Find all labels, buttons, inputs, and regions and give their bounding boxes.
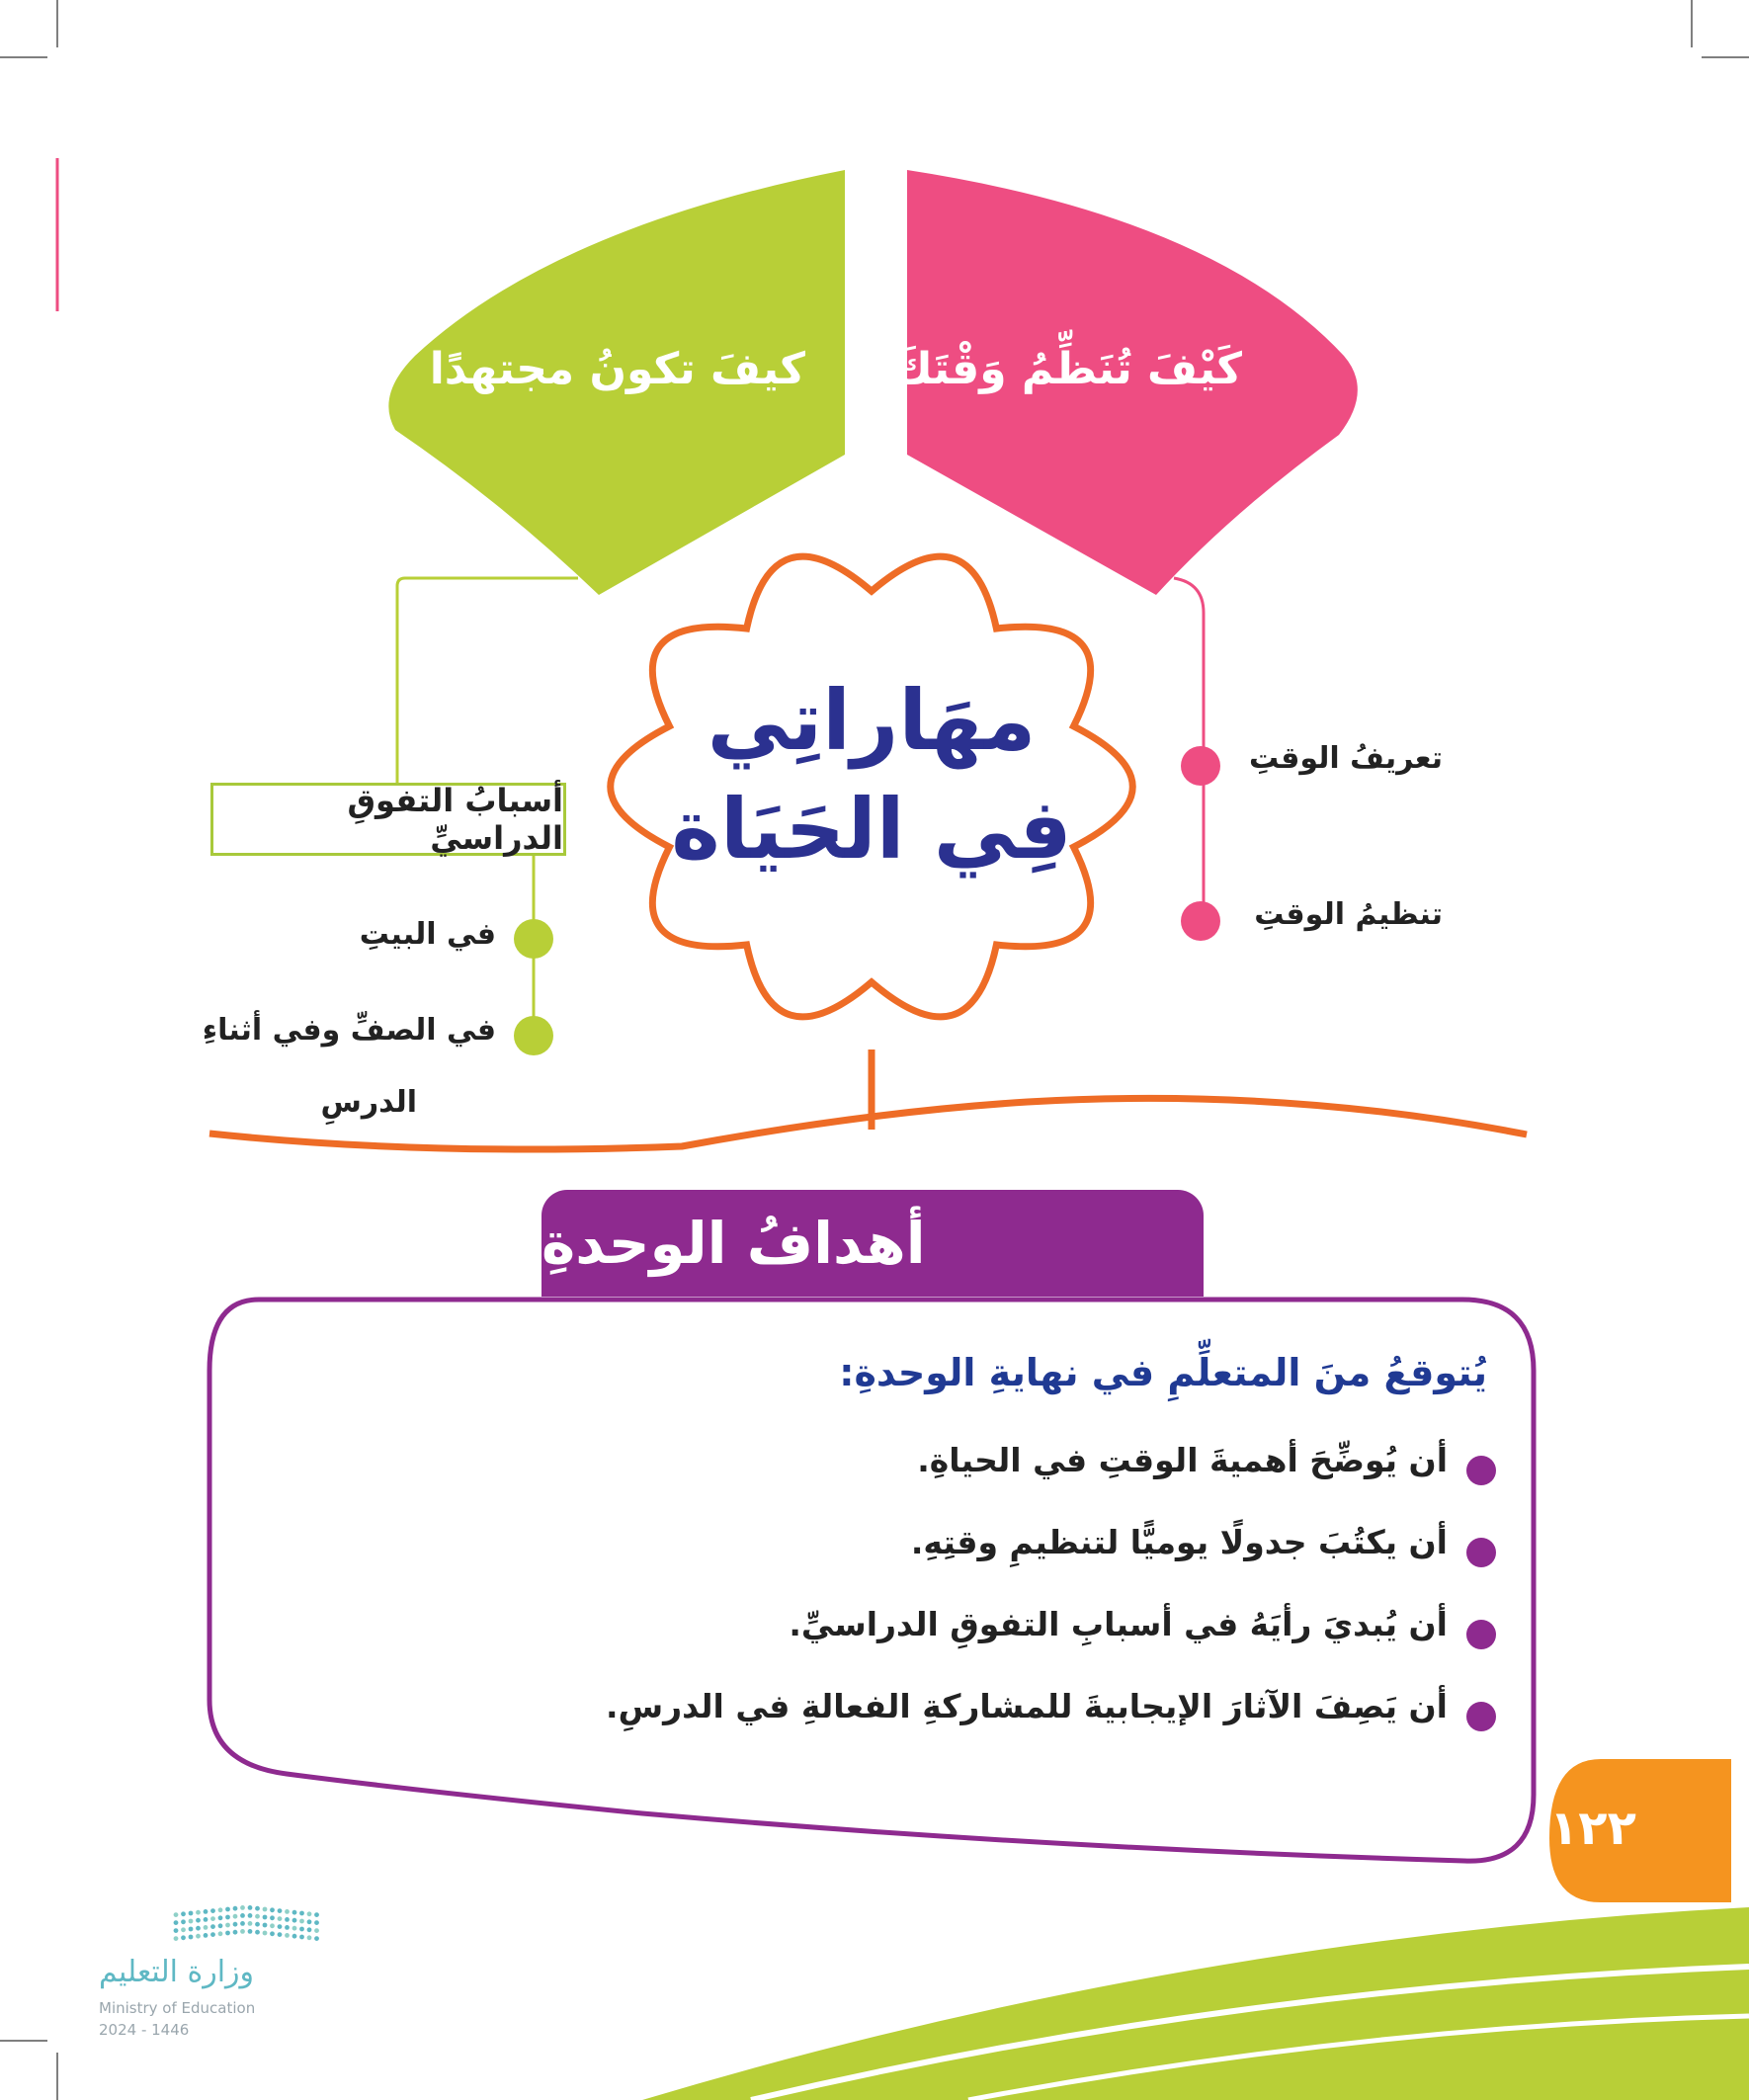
left-branch-dot bbox=[514, 919, 553, 959]
logo-dot bbox=[285, 1917, 290, 1922]
logo-dot bbox=[299, 1919, 304, 1924]
logo-dot bbox=[285, 1925, 290, 1930]
logo-dot bbox=[189, 1935, 194, 1940]
logo-dot bbox=[240, 1929, 245, 1934]
logo-dot bbox=[204, 1917, 208, 1922]
logo-dot bbox=[210, 1908, 215, 1913]
logo-dot bbox=[181, 1919, 186, 1924]
logo-dot bbox=[174, 1928, 179, 1933]
logo-dot bbox=[307, 1927, 312, 1932]
logo-dot bbox=[255, 1906, 260, 1911]
right-branch-dot bbox=[1181, 901, 1220, 941]
logo-dot bbox=[299, 1935, 304, 1940]
logo-dot bbox=[218, 1915, 223, 1920]
left-branch-item: في البيتِ bbox=[359, 917, 496, 952]
logo-dot bbox=[204, 1909, 208, 1914]
goal-bullet bbox=[1466, 1456, 1496, 1485]
logo-dot bbox=[314, 1920, 319, 1925]
logo-dot bbox=[218, 1931, 223, 1936]
ministry-name-en: Ministry of Education bbox=[99, 1999, 256, 2017]
logo-dot bbox=[225, 1931, 230, 1936]
left-branch-dot bbox=[514, 1016, 553, 1055]
logo-dot bbox=[218, 1923, 223, 1928]
logo-dot bbox=[248, 1913, 253, 1918]
logo-dot bbox=[248, 1929, 253, 1934]
logo-dot bbox=[255, 1914, 260, 1919]
flower-title-line2: فِي الحَيَاة bbox=[671, 781, 1072, 878]
logo-dot bbox=[204, 1925, 208, 1930]
logo-dot bbox=[181, 1927, 186, 1932]
logo-dot bbox=[307, 1911, 312, 1916]
logo-dot bbox=[285, 1933, 290, 1938]
logo-dot bbox=[240, 1905, 245, 1910]
goal-item: أن يُبديَ رأيَهُ في أسبابِ التفوقِ الدراسيِّ. bbox=[789, 1605, 1448, 1643]
logo-dot bbox=[263, 1931, 268, 1936]
ministry-logo-icon bbox=[174, 1905, 319, 1941]
logo-dot bbox=[278, 1908, 283, 1913]
logo-dot bbox=[270, 1915, 275, 1920]
logo-dot bbox=[292, 1910, 297, 1915]
goal-bullet bbox=[1466, 1620, 1496, 1649]
logo-dot bbox=[248, 1905, 253, 1910]
logo-dot bbox=[181, 1935, 186, 1940]
logo-dot bbox=[189, 1927, 194, 1932]
logo-dot bbox=[225, 1915, 230, 1920]
right-branch-item: تنظيمُ الوقتِ bbox=[1254, 897, 1443, 932]
logo-dot bbox=[292, 1926, 297, 1931]
logo-dot bbox=[196, 1918, 201, 1923]
logo-dot bbox=[240, 1913, 245, 1918]
ministry-name-ar: وزارة التعليم bbox=[99, 1955, 255, 1989]
logo-dot bbox=[204, 1933, 208, 1938]
left-petal-label: كيفَ تكونُ مجتهدًا bbox=[429, 344, 805, 394]
logo-dot bbox=[233, 1914, 238, 1919]
goals-tab-title: أهدافُ الوحدةِ bbox=[541, 1190, 1204, 1297]
logo-dot bbox=[189, 1919, 194, 1924]
goal-bullet bbox=[1466, 1538, 1496, 1567]
right-petal-label: كَيْفَ تُنَظِّمُ وَقْتَكَ bbox=[892, 344, 1242, 394]
logo-dot bbox=[181, 1911, 186, 1916]
logo-dot bbox=[314, 1928, 319, 1933]
logo-dot bbox=[233, 1906, 238, 1911]
logo-dot bbox=[270, 1931, 275, 1936]
left-branch-line bbox=[397, 578, 578, 783]
logo-dot bbox=[299, 1911, 304, 1916]
logo-dot bbox=[263, 1907, 268, 1912]
logo-dot bbox=[314, 1936, 319, 1941]
logo-dot bbox=[174, 1936, 179, 1941]
logo-dot bbox=[196, 1910, 201, 1915]
right-branch-item: تعريفُ الوقتِ bbox=[1248, 741, 1443, 776]
logo-dot bbox=[292, 1934, 297, 1939]
logo-dot bbox=[278, 1924, 283, 1929]
logo-dot bbox=[189, 1911, 194, 1916]
page-number: ١٢٢ bbox=[1549, 1801, 1636, 1856]
left-branch-item: في الصفِّ وفي أثناءِ bbox=[202, 1013, 496, 1048]
logo-dot bbox=[233, 1930, 238, 1935]
logo-dot bbox=[263, 1915, 268, 1920]
logo-dot bbox=[292, 1918, 297, 1923]
logo-dot bbox=[307, 1935, 312, 1940]
logo-dot bbox=[174, 1920, 179, 1925]
logo-dot bbox=[196, 1934, 201, 1939]
logo-dot bbox=[278, 1932, 283, 1937]
logo-dot bbox=[210, 1932, 215, 1937]
logo-dot bbox=[270, 1907, 275, 1912]
goal-item: أن يكتُبَ جدولًا يوميًّا لتنظيمِ وقتِهِ. bbox=[910, 1523, 1448, 1561]
logo-dot bbox=[240, 1921, 245, 1926]
goals-intro: يُتوقعُ منَ المتعلِّمِ في نهايةِ الوحدةِ: bbox=[839, 1351, 1487, 1394]
logo-dot bbox=[174, 1912, 179, 1917]
logo-dot bbox=[255, 1922, 260, 1927]
logo-dot bbox=[196, 1926, 201, 1931]
logo-dot bbox=[233, 1922, 238, 1927]
logo-dot bbox=[285, 1909, 290, 1914]
logo-dot bbox=[218, 1907, 223, 1912]
bottom-swoosh bbox=[642, 1907, 1749, 2100]
logo-dot bbox=[314, 1912, 319, 1917]
logo-dot bbox=[210, 1916, 215, 1921]
right-branch-dot bbox=[1181, 746, 1220, 786]
causes-box: أسبابُ التفوقِ الدراسيِّ bbox=[210, 783, 566, 856]
logo-dot bbox=[270, 1923, 275, 1928]
logo-dot bbox=[255, 1930, 260, 1935]
logo-dot bbox=[278, 1916, 283, 1921]
logo-dot bbox=[210, 1924, 215, 1929]
logo-dot bbox=[225, 1923, 230, 1928]
edition-year: 2024 - 1446 bbox=[99, 2021, 190, 2039]
logo-dot bbox=[307, 1919, 312, 1924]
left-branch-item: الدرسِ bbox=[320, 1085, 417, 1120]
logo-dot bbox=[248, 1921, 253, 1926]
goal-bullet bbox=[1466, 1702, 1496, 1731]
flower-title-line1: مهَاراتِي bbox=[707, 672, 1037, 769]
goal-item: أن يَصِفَ الآثارَ الإيجابيةَ للمشاركةِ الفعالةِ في الدرسِ. bbox=[606, 1687, 1448, 1725]
logo-dot bbox=[263, 1923, 268, 1928]
logo-dot bbox=[299, 1927, 304, 1932]
goal-item: أن يُوضِّحَ أهميةَ الوقتِ في الحياةِ. bbox=[917, 1441, 1448, 1479]
logo-dot bbox=[225, 1907, 230, 1912]
